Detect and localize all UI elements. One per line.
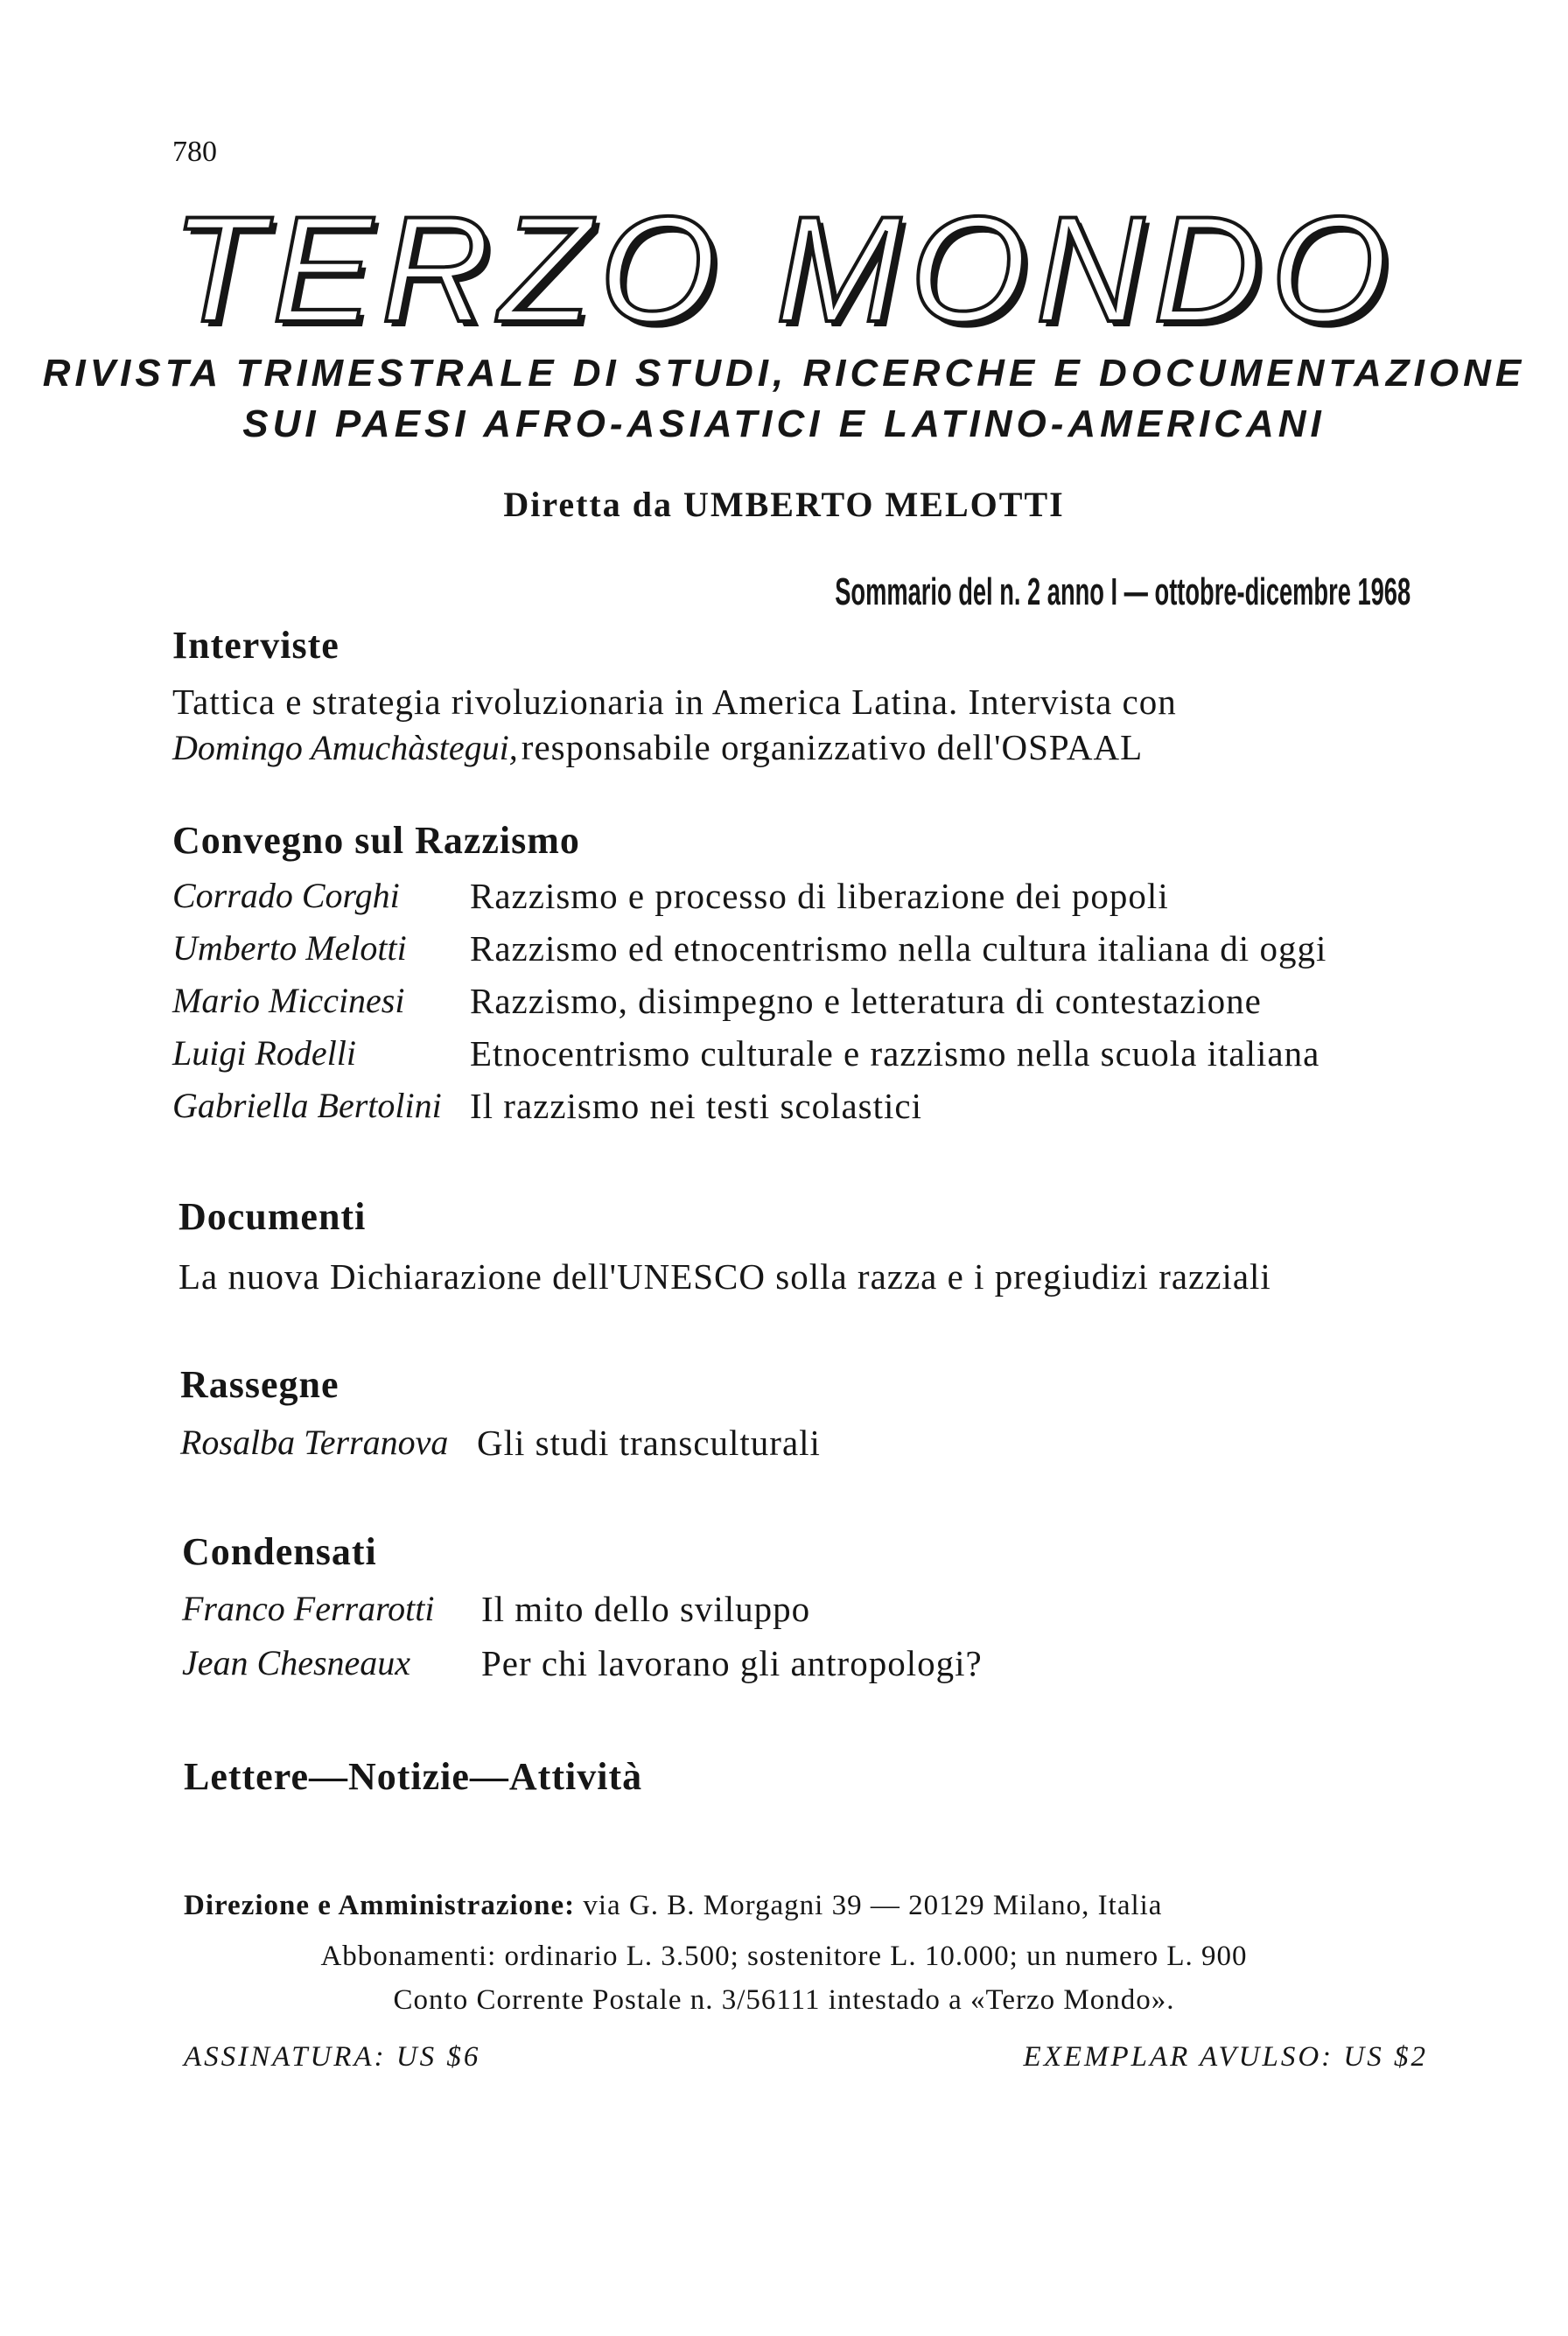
convegno-title: Etnocentrismo culturale e razzismo nella scuola italiana	[470, 1033, 1320, 1074]
exemplar-price: EXEMPLAR AVULSO: US $2	[1023, 2041, 1428, 2073]
masthead-title: TERZO MONDO	[172, 185, 1396, 353]
convegno-title: Il razzismo nei testi scolastici	[470, 1086, 923, 1126]
issue-summary: Sommario del n. 2 anno I — ottobre-dicembre 1968	[835, 570, 1410, 613]
condensati-author: Jean Chesneaux	[182, 1643, 411, 1682]
convegno-author: Luigi Rodelli	[172, 1033, 356, 1073]
direzione-label: Direzione e Amministrazione:	[184, 1890, 576, 1921]
direzione-line	[184, 1890, 1162, 1922]
assinatura-price: ASSINATURA: US $6	[184, 2041, 481, 2073]
direzione-address: via G. B. Morgagni 39 — 20129 Milano, Italia	[583, 1890, 1163, 1921]
section-heading-lettere: Lettere—Notizie—Attività	[184, 1755, 643, 1798]
interview-author-line	[172, 726, 1143, 768]
section-heading-interviste: Interviste	[172, 624, 340, 667]
condensati-title: Per chi lavorano gli antropologi?	[481, 1643, 983, 1683]
rassegne-author: Rosalba Terranova	[180, 1423, 449, 1462]
conto-corrente-line: Conto Corrente Postale n. 3/56111 intestado a «Terzo Mondo».	[393, 1984, 1175, 2016]
masthead-subtitle-line1: RIVISTA TRIMESTRALE DI STUDI, RICERCHE E DOCUMENTAZIONE	[42, 352, 1526, 395]
interview-title: Tattica e strategia rivoluzionaria in America Latina. Intervista con	[172, 682, 1177, 722]
abbonamenti-line: Abbonamenti: ordinario L. 3.500; sostenitore L. 10.000; un numero L. 900	[320, 1941, 1248, 1972]
convegno-author: Umberto Melotti	[172, 928, 407, 968]
interview-author-role: responsabile organizzativo dell'OSPAAL	[521, 727, 1144, 767]
convegno-author: Gabriella Bertolini	[172, 1086, 442, 1125]
page-number: 780	[172, 136, 217, 168]
interview-author: Domingo Amuchàstegui,	[172, 728, 518, 767]
convegno-title: Razzismo e processo di liberazione dei popoli	[470, 876, 1169, 916]
convegno-author: Corrado Corghi	[172, 876, 400, 915]
section-heading-condensati: Condensati	[182, 1530, 377, 1573]
convegno-title: Razzismo, disimpegno e letteratura di contestazione	[470, 981, 1262, 1021]
condensati-author: Franco Ferrarotti	[182, 1589, 435, 1628]
section-heading-convegno: Convegno sul Razzismo	[172, 819, 580, 862]
section-heading-rassegne: Rassegne	[180, 1363, 340, 1406]
convegno-author: Mario Miccinesi	[172, 981, 405, 1020]
condensati-title: Il mito dello sviluppo	[481, 1589, 811, 1629]
masthead-subtitle-line2: SUI PAESI AFRO-ASIATICI E LATINO-AMERICANI	[242, 402, 1326, 445]
rassegne-title: Gli studi transculturali	[477, 1423, 821, 1463]
director-line: Diretta da UMBERTO MELOTTI	[503, 485, 1065, 524]
documenti-entry: La nuova Dichiarazione dell'UNESCO solla razza e i pregiudizi razziali	[178, 1256, 1271, 1297]
section-heading-documenti: Documenti	[178, 1195, 367, 1238]
convegno-title: Razzismo ed etnocentrismo nella cultura italiana di oggi	[470, 928, 1327, 969]
